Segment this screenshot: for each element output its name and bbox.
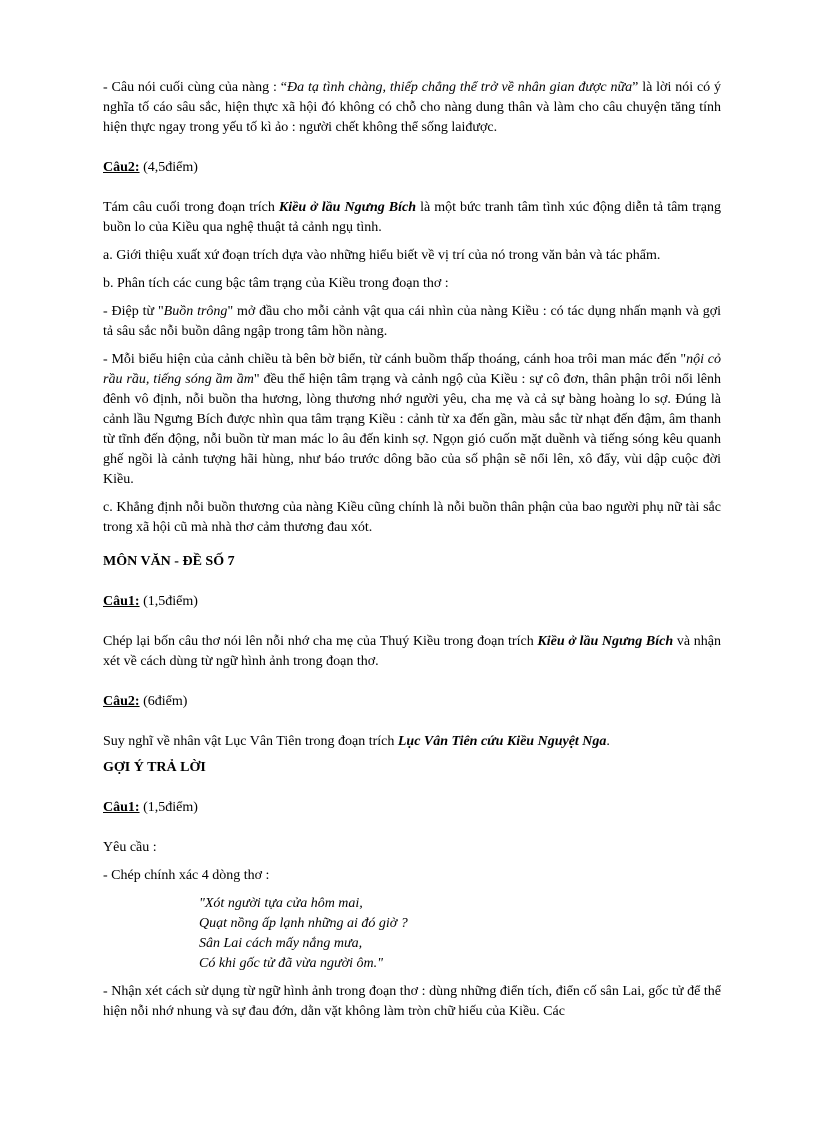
paragraph-a-intro: a. Giới thiệu xuất xứ đoạn trích dựa vào những hiểu biết về vị trí của nó trong văn bản và tác phẩm.	[103, 248, 661, 263]
paragraph-copy-poem: Chép lại bốn câu thơ nói lên nỗi nhớ cha mẹ của Thuý Kiều trong đoạn trích Kiều ở lầu Ngưng Bích và nhận xét về cách dùng từ ngữ hình ảnh trong đoạn thơ.	[103, 634, 721, 669]
poem-line: Quạt nồng ấp lạnh những ai đó giờ ?	[199, 916, 408, 931]
question-1b-label: Câu1: (1,5điểm)	[103, 800, 198, 815]
paragraph-b-analysis: b. Phân tích các cung bậc tâm trạng của Kiều trong đoạn thơ :	[103, 276, 449, 291]
paragraph-eight-lines: Tám câu cuối trong đoạn trích Kiều ở lầu Ngưng Bích là một bức tranh tâm tình xúc động diễn tả tâm trạng buồn lo của Kiều qua nghệ thuật tả cảnh ngụ tình.	[103, 200, 722, 235]
poem-line: "Xót người tựa cửa hôm mai,	[199, 896, 363, 911]
question-2-label: Câu2: (4,5điểm)	[103, 160, 198, 175]
poem-line: Sân Lai cách mấy nắng mưa,	[199, 936, 363, 951]
requirement-copy: - Chép chính xác 4 dòng thơ :	[103, 868, 270, 883]
poem-line: Có khi gốc tử đã vừa người ôm."	[199, 956, 384, 971]
paragraph-sunset-scene: - Mỗi biểu hiện của cảnh chiều tà bên bờ biển, từ cánh buồm thấp thoáng, cánh hoa trôi man mác đến "nội cỏ rầu rầu, tiếng sóng ầm ầm" đều thể hiện tâm trạng và cảnh ngộ của Kiều : sự cô đơn, thân phận trôi nổi lênh đênh vô định, nỗi buồn tha hương, lòng thương nhớ người yêu, cha mẹ và cả sự bàng hoàng lo sợ. Đúng là cảnh lầu Ngưng Bích được nhìn qua tâm trạng Kiều : cảnh từ xa đến gần, màu sắc từ nhạt đến đậm, âm thanh từ tĩnh đến động, nỗi buồn từ man mác lo âu đến kinh sợ. Ngọn gió cuốn mặt duềnh và tiếng sóng kêu quanh ghế ngồi là cảnh tượng hãi hùng, như báo trước dông bão của số phận sẽ nổi lên, xô đẩy, vùi dập cuộc đời Kiều.	[103, 352, 722, 487]
paragraph-final-words: - Câu nói cuối cùng của nàng : “Đa tạ tình chàng, thiếp chẳng thể trở về nhân gian được nữa” là lời nói có ý nghĩa tố cáo sâu sắc, hiện thực xã hội đó không có chỗ cho nàng dung thân và làm cho câu chuyện tăng tính hiện thực ngay trong yếu tố kì ảo : người chết không thể sống laiđược.	[103, 80, 722, 135]
paragraph-buon-trong: - Điệp từ "Buồn trông" mở đầu cho mỗi cảnh vật qua cái nhìn của nàng Kiều : có tác dụng nhấn mạnh và gợi tả sâu sắc nỗi buồn dâng ngập trong tâm hồn nàng.	[103, 304, 721, 339]
poem-block	[199, 894, 721, 974]
paragraph-luc-van-tien: Suy nghĩ về nhân vật Lục Vân Tiên trong đoạn trích Lục Vân Tiên cứu Kiều Nguyệt Nga.	[103, 734, 610, 749]
question-2b-label: Câu2: (6điểm)	[103, 694, 188, 709]
question-1-label: Câu1: (1,5điểm)	[103, 594, 198, 609]
paragraph-commentary: - Nhận xét cách sử dụng từ ngữ hình ảnh trong đoạn thơ : dùng những điển tích, điển cố sân Lai, gốc tử để thể hiện nỗi nhớ nhung và sự đau đớn, dằn vặt không làm tròn chữ hiếu của Kiều. Các	[103, 984, 721, 1019]
requirement-label: Yêu cầu :	[103, 840, 157, 855]
document-page	[103, 78, 721, 1022]
answer-heading: GỢI Ý TRẢ LỜI	[103, 760, 206, 775]
exam-heading: MÔN VĂN - ĐỀ SỐ 7	[103, 554, 235, 569]
paragraph-c-conclusion: c. Khẳng định nỗi buồn thương của nàng Kiều cũng chính là nỗi buồn thân phận của bao người phụ nữ tài sắc trong xã hội cũ mà nhà thơ cảm thương đau xót.	[103, 500, 721, 535]
